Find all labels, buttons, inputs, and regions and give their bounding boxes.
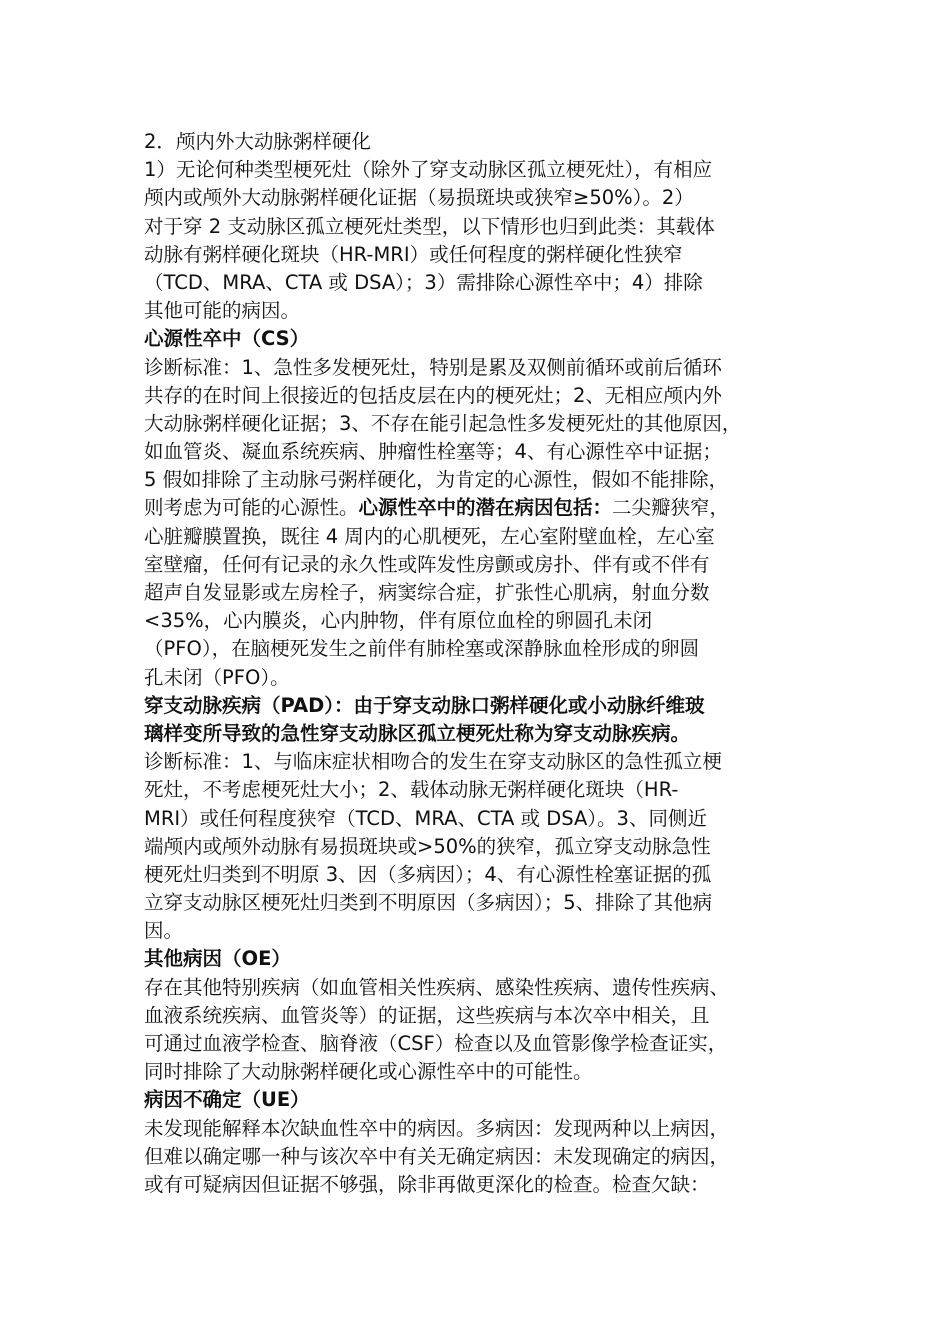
text-line (144, 269, 824, 297)
text-segment: 如血管炎、凝血系统疾病、肿瘤性栓塞等；4、有心源性卒中证据； (144, 440, 722, 464)
document-body (144, 128, 824, 1199)
text-segment: 诊断标准：1、急性多发梗死灶，特别是累及双侧前循环或前后循环 (144, 355, 722, 379)
text-line (144, 974, 824, 1002)
text-line (144, 861, 824, 889)
text-segment: 则考虑为可能的心源性。 (144, 496, 359, 520)
text-line (144, 184, 824, 212)
text-segment: 梗死灶归类到不明原 3、因（多病因）；4、有心源性栓塞证据的孤 (144, 862, 712, 886)
text-segment: 孔未闭（PFO）。 (144, 665, 290, 689)
text-line (144, 720, 824, 748)
text-line (144, 438, 824, 466)
bold-text-segment: 璃样变所导致的急性穿支动脉区孤立梗死灶称为穿支动脉疾病。 (144, 721, 691, 745)
text-segment: 其他可能的病因。 (144, 299, 301, 323)
text-segment: 但难以确定哪一种与该次卒中有关无确定病因：未发现确定的病因， (144, 1144, 730, 1168)
text-line (144, 1030, 824, 1058)
text-line (144, 1002, 824, 1030)
text-line (144, 213, 824, 241)
text-line (144, 748, 824, 776)
text-segment: 血液系统疾病、血管炎等）的证据，这些疾病与本次卒中相关，且 (144, 1003, 710, 1027)
text-line (144, 354, 824, 382)
text-line (144, 889, 824, 917)
text-line (144, 833, 824, 861)
text-line (144, 1143, 824, 1171)
text-segment: 立穿支动脉区梗死灶归类到不明原因（多病因）；5、排除了其他病 (144, 891, 713, 915)
text-segment: 1）无论何种类型梗死灶（除外了穿支动脉区孤立梗死灶），有相应 (144, 158, 713, 182)
text-segment: 或有可疑病因但证据不够强，除非再做更深化的检查。检查欠缺： (144, 1172, 710, 1196)
text-segment: 动脉有粥样硬化斑块（HR-MRI）或任何程度的粥样硬化性狭窄 (144, 242, 683, 266)
text-line (144, 523, 824, 551)
text-segment: 存在其他特别疾病（如血管相关性疾病、感染性疾病、遗传性疾病、 (144, 975, 730, 999)
text-segment: 二尖瓣狭窄， (612, 496, 730, 520)
text-line (144, 776, 824, 804)
text-segment: 诊断标准：1、与临床症状相吻合的发生在穿支动脉区的急性孤立梗 (144, 750, 722, 774)
text-line (144, 635, 824, 663)
text-segment: （PFO），在脑梗死发生之前伴有肺栓塞或深静脉血栓形成的卵圆 (144, 637, 700, 661)
text-line (144, 945, 824, 973)
text-line (144, 664, 824, 692)
bold-text-segment: 心源性卒中的潜在病因包括： (358, 496, 613, 520)
text-segment: 死灶，不考虑梗死灶大小；2、载体动脉无粥样硬化斑块（HR- (144, 778, 679, 802)
text-segment: 室壁瘤，任何有记录的永久性或阵发性房颤或房扑、伴有或不伴有 (144, 552, 710, 576)
text-line (144, 1058, 824, 1086)
text-segment: 对于穿 2 支动脉区孤立梗死灶类型，以下情形也归到此类：其载体 (144, 214, 715, 238)
text-segment: 因。 (144, 919, 184, 943)
text-segment: 共存的在时间上很接近的包括皮层在内的梗死灶；2、无相应颅内外 (144, 383, 722, 407)
text-line (144, 466, 824, 494)
text-line (144, 579, 824, 607)
text-line (144, 692, 824, 720)
text-line (144, 551, 824, 579)
text-line (144, 241, 824, 269)
text-line (144, 382, 824, 410)
bold-text-segment: 穿支动脉疾病（PAD）：由于穿支动脉口粥样硬化或小动脉纤维玻 (144, 693, 705, 717)
bold-text-segment: 心源性卒中（CS） (144, 327, 310, 351)
text-line (144, 128, 824, 156)
text-line (144, 805, 824, 833)
text-line (144, 1171, 824, 1199)
text-segment: 同时排除了大动脉粥样硬化或心源性卒中的可能性。 (144, 1060, 593, 1084)
text-line (144, 607, 824, 635)
text-segment: 2．颅内外大动脉粥样硬化 (144, 130, 371, 153)
text-segment: 颅内或颅外大动脉粥样硬化证据（易损斑块或狭窄≥50%）。2） (144, 186, 694, 210)
text-segment: 大动脉粥样硬化证据；3、不存在能引起急性多发梗死灶的其他原因， (144, 411, 742, 435)
bold-text-segment: 其他病因（OE） (144, 947, 291, 971)
text-segment: 5 假如排除了主动脉弓粥样硬化，为肯定的心源性，假如不能排除， (144, 468, 729, 492)
text-segment: <35%，心内膜炎，心内肿物，伴有原位血栓的卵圆孔未闭 (144, 609, 653, 633)
text-line (144, 410, 824, 438)
text-line (144, 494, 824, 522)
text-segment: （TCD、MRA、CTA 或 DSA）；3）需排除心源性卒中；4）排除 (144, 270, 703, 294)
text-line (144, 297, 824, 325)
text-line (144, 1115, 824, 1143)
text-segment: 心脏瓣膜置换，既往 4 周内的心肌梗死，左心室附壁血栓，左心室 (144, 524, 715, 548)
text-line (144, 917, 824, 945)
bold-text-segment: 病因不确定（UE） (144, 1088, 310, 1112)
text-segment: MRI）或任何程度狭窄（TCD、MRA、CTA 或 DSA）。3、同侧近 (144, 806, 707, 830)
text-line (144, 325, 824, 353)
text-line (144, 156, 824, 184)
text-line (144, 1086, 824, 1114)
text-segment: 超声自发显影或左房栓子，病窦综合症，扩张性心肌病，射血分数 (144, 581, 710, 604)
text-segment: 未发现能解释本次缺血性卒中的病因。多病因：发现两种以上病因， (144, 1116, 730, 1140)
text-segment: 端颅内或颅外动脉有易损斑块或>50%的狭窄，孤立穿支动脉急性 (144, 834, 711, 858)
text-segment: 可通过血液学检查、脑脊液（CSF）检查以及血管影像学检查证实， (144, 1032, 728, 1055)
